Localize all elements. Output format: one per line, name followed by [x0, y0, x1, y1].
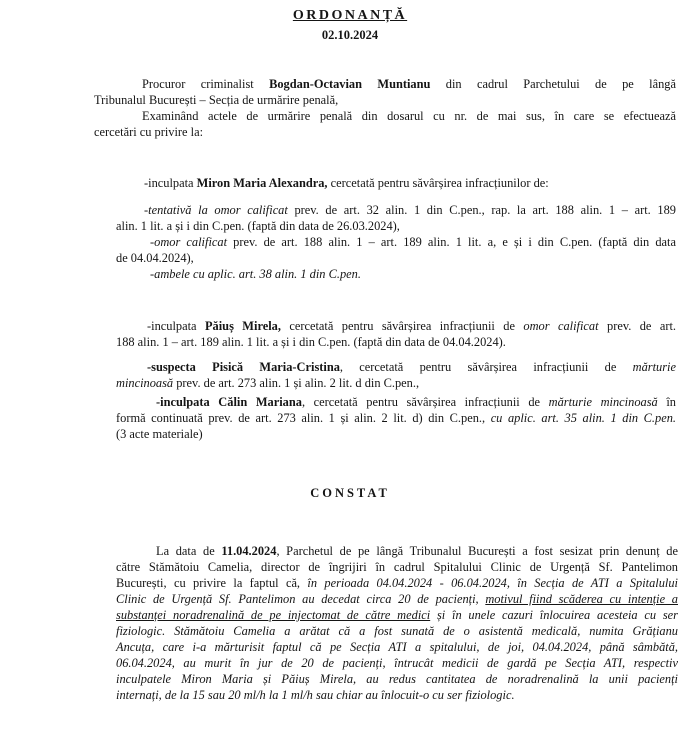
suspect-pisica-paragraph: -suspecta Pisică Maria-Cristina, cercetată pentru săvârșirea infracțiunii de mărturie mincinoasă prev. de art. 273 alin. 1 și alin. 2 lit. d din C.pen.,: [116, 360, 676, 390]
defendant-paius-paragraph: -inculpata Păiuș Mirela, cercetată pentru săvârșirea infracțiunii de omor calificat prev. de art. 188 alin. 1 – art. 189 alin. 1 lit. a și i din C.pen. (faptă din data de 04.04.2024).: [116, 319, 676, 349]
defendant-calin-paragraph: -inculpata Călin Mariana, cercetată pentru săvârșirea infracțiunii de mărturie mincinoasă în formă continuată prev. de art. 273 alin. 1 și alin. 2 lit. d) din C.pen., cu aplic. art. 35 alin. 1 din C.pen. (3 acte materiale): [116, 395, 677, 441]
suspect-name: -suspecta Pisică Maria-Cristina: [147, 360, 340, 374]
charge-line: -omor calificat prev. de art. 188 alin. 1 – art. 189 alin. 1 lit. a, e și i din C.pen. (faptă din data: [150, 235, 676, 249]
intro-line-3: Examinând actele de urmărire penală din dosarul cu nr. de mai sus, în care se efectuează: [142, 109, 676, 123]
intro-line-2: Tribunalul București – Secția de urmărire penală,: [94, 93, 339, 107]
intro-line-4: cercetări cu privire la:: [94, 125, 204, 139]
defendant-name: Miron Maria Alexandra,: [196, 176, 328, 190]
charge-line: -tentativă la omor calificat prev. de art. 32 alin. 1 din C.pen., rap. la art. 188 alin. 1 – art. 189: [144, 203, 676, 217]
intro-paragraph: [94, 76, 676, 140]
defendant-name: Păiuș Mirela,: [204, 319, 281, 333]
intro-line-1: Procuror criminalist Bogdan-Octavian Muntianu din cadrul Parchetului de pe lângă: [142, 77, 676, 91]
prosecutor-name: Bogdan-Octavian Muntianu: [269, 77, 431, 91]
defendant-miron-paragraph: -inculpata Miron Maria Alexandra, cercetată pentru săvârșirea infracțiunilor de: -tentativă la omor calificat prev. de art. 32 alin. 1 din C.pen., rap. la art. 188 alin. 1 – art. 189 alin. 1 lit. a și i din C.pen. (faptă din data de 26.03.2024), -omor calificat prev. de art. 188 alin. 1 – art. 189 alin. 1 lit. a, e și i din C.pen. (faptă din data de 04.04.2024), -ambele cu aplic. art. 38 alin. 1 din C.pen.: [116, 176, 676, 281]
constat-paragraph: La data de 11.04.2024, Parchetul de pe lângă Tribunalul București a fost sesizat prin denunț de către Stămătoiu Camelia, director de îngrijiri în cadrul Spitalului Clinic de Urgență Sf. Pantelimon București, cu privire la faptul că, în perioada 04.04.2024 - 06.04.2024, în Secția de ATI a Spitalului Clinic de Urgență Sf. Pantelimon au decedat circa 20 de pacienți, motivul fiind scăderea cu intenție a substanței noradrenalină de pe injectomat de către medici și în unele cazuri înlocuirea acesteia cu ser fiziologic. Stămătoiu Camelia a arătat că a fost sunată de o asistentă medicală, numita Grățianu Ancuța, care i-a mărturisit faptul că pe Secția ATI a spitalului, de joi, 04.04.2024, până sâmbătă, 06.04.2024, au murit în jur de 20 de pacienți, întrucât medicii de gardă pe Secția ATI, respectiv inculpatele Miron Maria și Păiuș Mirela, au redus cantitatea de noradrenalină la unii pacienți internați, de la 15 sau 20 ml/h la 1 ml/h sau chiar au înlocuit-o cu ser fiziologic.: [116, 544, 678, 702]
charge-line: -ambele cu aplic. art. 38 alin. 1 din C.pen.: [150, 267, 361, 281]
referral-date: 11.04.2024: [221, 544, 277, 558]
document-date: 02.10.2024: [321, 28, 379, 42]
document-title: ORDONANȚĂ: [292, 8, 408, 23]
section-heading: CONSTAT: [310, 486, 390, 500]
defendant-name: -inculpata Călin Mariana: [156, 395, 302, 409]
